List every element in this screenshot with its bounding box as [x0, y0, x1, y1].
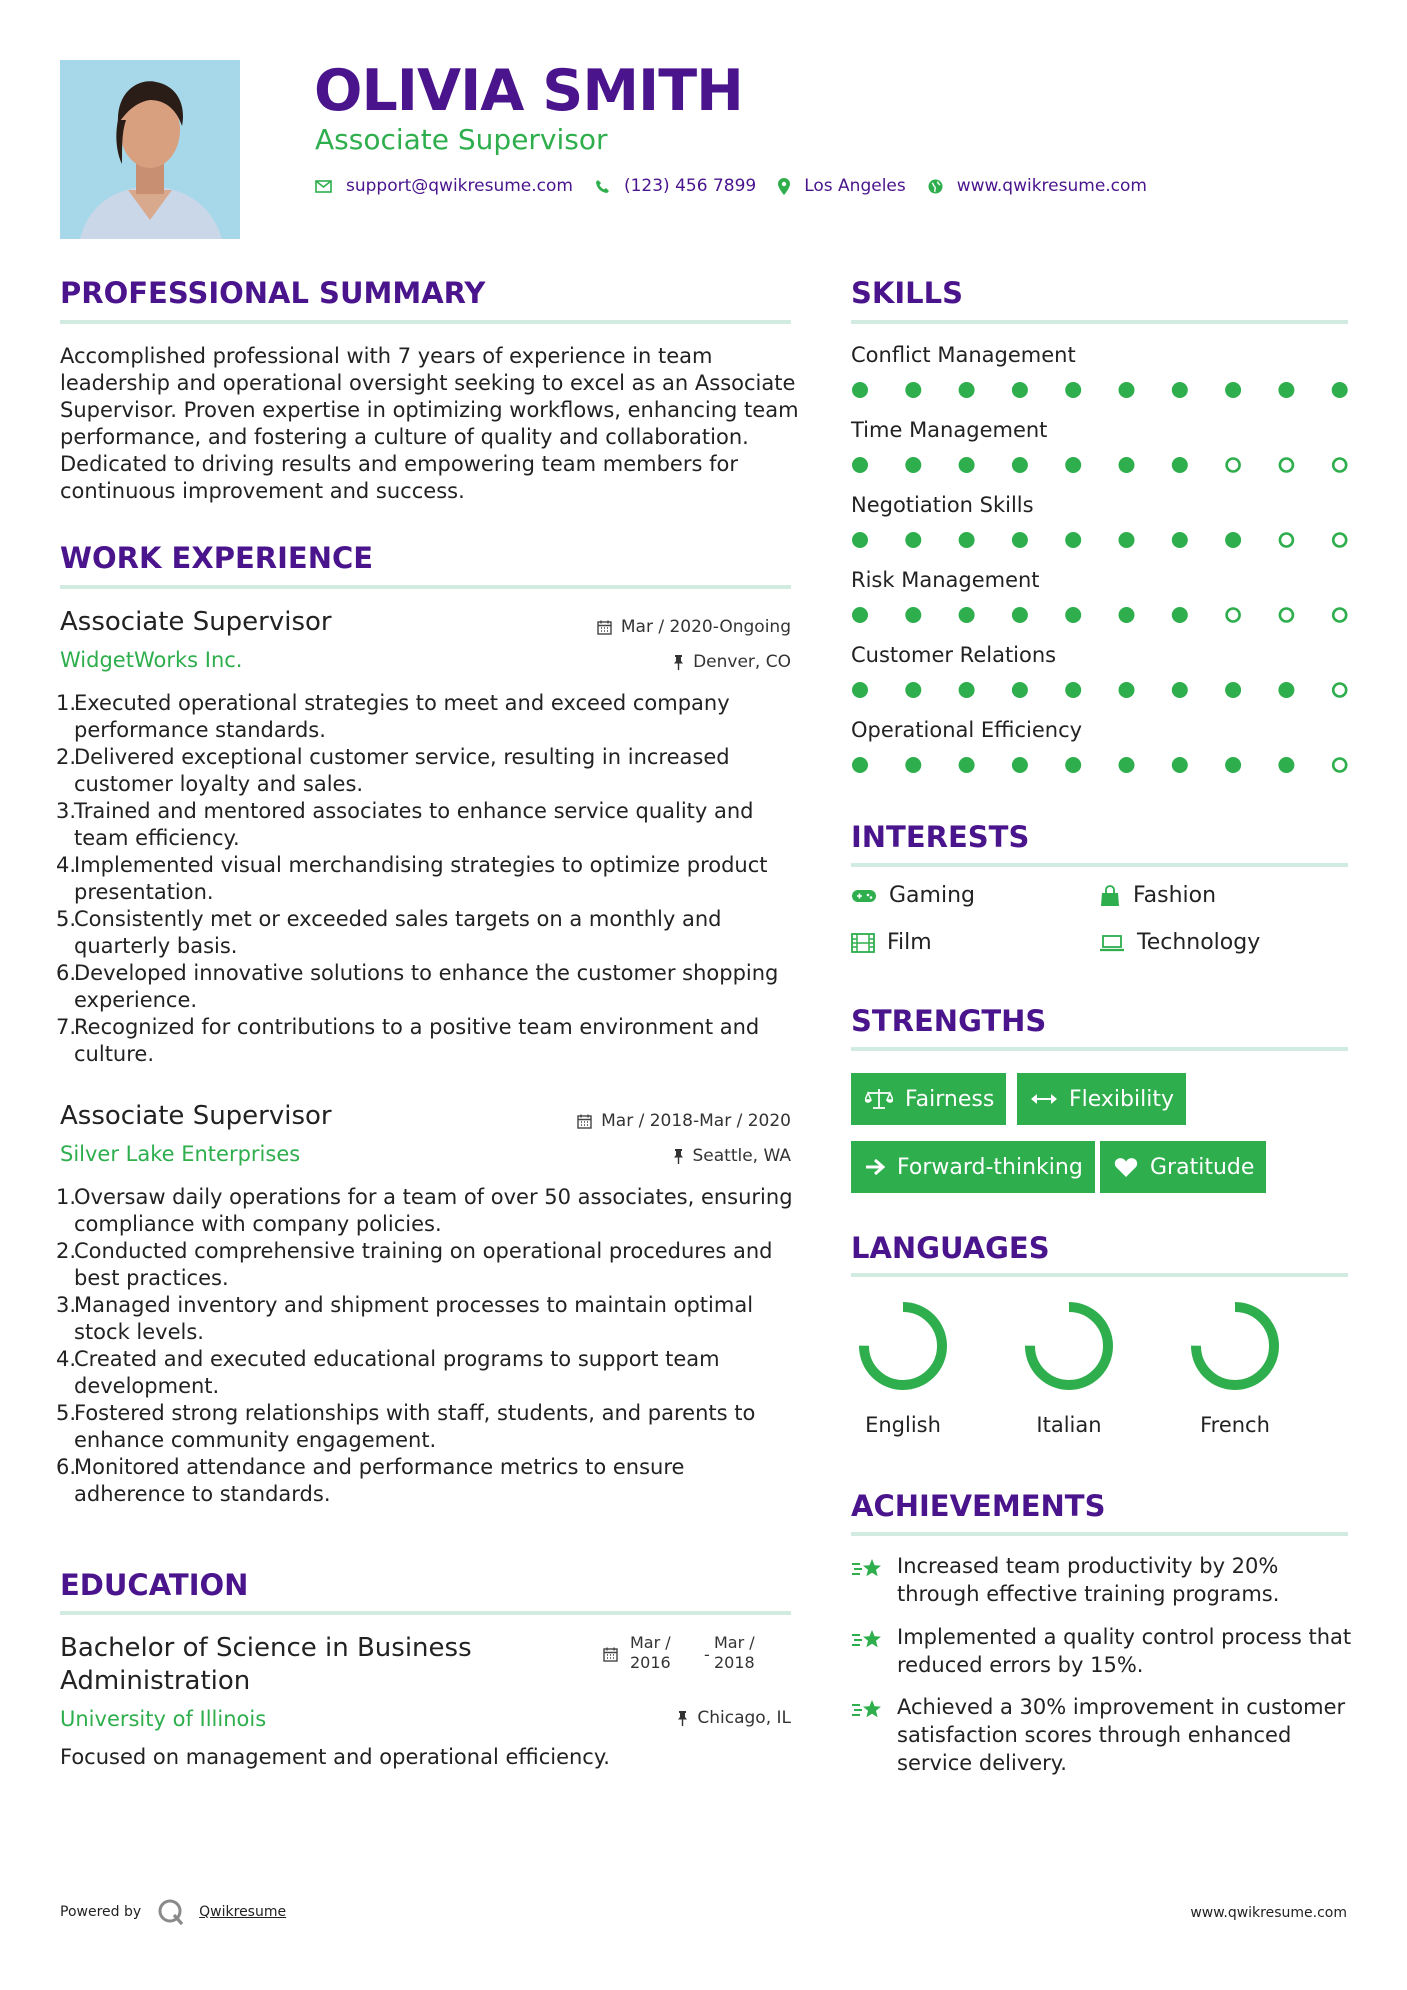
skill-rating	[851, 529, 1351, 551]
skill-dot-empty	[1280, 534, 1293, 547]
phone-icon	[595, 179, 610, 194]
job-date	[577, 1110, 791, 1132]
item-text: Fostered strong relationships with staff, students, and parents to	[74, 1401, 756, 1425]
skill-dot-filled	[852, 457, 868, 473]
film-icon	[851, 933, 875, 953]
job-title: Associate Supervisor	[60, 607, 332, 637]
skill-dot-filled	[1065, 457, 1081, 473]
item-text: enhance community engagement.	[74, 1428, 437, 1452]
phone-text: (123) 456 7899	[623, 176, 757, 196]
skill-name: Negotiation Skills	[851, 493, 1034, 517]
job-date-text: Mar / 2020-Ongoing	[620, 617, 791, 637]
language-arc	[1030, 1307, 1108, 1385]
language-arc	[1196, 1307, 1274, 1385]
item-text: quarterly basis.	[74, 934, 238, 958]
skill-dot-filled	[905, 682, 921, 698]
item-number: 5.	[56, 1401, 77, 1425]
skill-dot-filled	[1012, 757, 1028, 773]
date-month: Mar /	[714, 1633, 755, 1652]
achievement-text: service delivery.	[897, 1751, 1067, 1775]
footer-powered-by	[60, 1898, 286, 1926]
footer-website[interactable]: www.qwikresume.com	[1190, 1905, 1347, 1921]
skill-dot-filled	[852, 757, 868, 773]
school-name: University of Illinois	[60, 1707, 267, 1731]
job-location-text: Seattle, WA	[692, 1146, 791, 1166]
degree-line: Bachelor of Science in Business	[60, 1633, 472, 1663]
job-location	[673, 651, 791, 673]
shooting-star-icon	[851, 1627, 883, 1653]
skill-name: Customer Relations	[851, 643, 1057, 667]
skill-dot-filled	[852, 682, 868, 698]
strength-label: Forward-thinking	[897, 1154, 1083, 1180]
language-level-arc	[855, 1298, 951, 1394]
laptop-icon	[1099, 934, 1125, 952]
calendar-icon	[597, 620, 612, 635]
shooting-star-icon	[851, 1556, 883, 1582]
skill-dot-empty	[1280, 459, 1293, 472]
interest-item-film	[851, 929, 932, 957]
skill-dot-filled	[1278, 682, 1294, 698]
skill-rating	[851, 454, 1351, 476]
job-date-text: Mar / 2018-Mar / 2020	[601, 1111, 791, 1131]
skill-dot-filled	[1225, 532, 1241, 548]
date-year: 2016	[630, 1653, 671, 1672]
achievement-text: satisfaction scores through enhanced	[897, 1723, 1292, 1747]
skill-dot-filled	[1225, 757, 1241, 773]
skill-dot-filled	[1119, 757, 1135, 773]
item-text: adherence to standards.	[74, 1482, 331, 1506]
skill-dot-filled	[852, 532, 868, 548]
item-text: best practices.	[74, 1266, 229, 1290]
skill-dot-filled	[1012, 682, 1028, 698]
education-location-text: Chicago, IL	[697, 1708, 791, 1728]
skill-dot-filled	[1065, 682, 1081, 698]
item-number: 6.	[56, 961, 77, 985]
skill-rating	[851, 754, 1351, 776]
item-number: 3.	[56, 799, 77, 823]
skill-dot-filled	[959, 757, 975, 773]
language-name: English	[865, 1413, 941, 1437]
strength-label: Fairness	[905, 1086, 995, 1112]
achievement-item	[851, 1693, 1345, 1777]
pushpin-icon	[673, 655, 684, 670]
skill-dot-filled	[1172, 532, 1188, 548]
item-text: development.	[74, 1374, 220, 1398]
degree-title	[60, 1632, 472, 1698]
skill-dot-empty	[1333, 459, 1346, 472]
education-location	[677, 1707, 791, 1729]
achievement-text: Implemented a quality control process that	[897, 1625, 1352, 1649]
interests-heading: INTERESTS	[851, 820, 1030, 854]
skill-dot-empty	[1333, 759, 1346, 772]
summary-line: performance, and fostering a culture of quality and collaboration.	[60, 425, 749, 449]
contact-website[interactable]	[928, 176, 1147, 196]
skill-name: Operational Efficiency	[851, 718, 1083, 742]
skill-dot-filled	[1119, 382, 1135, 398]
summary-line: Supervisor. Proven expertise in optimizing workflows, enhancing team	[60, 398, 799, 422]
skill-dot-filled	[1119, 607, 1135, 623]
summary-line: Accomplished professional with 7 years of experience in team	[60, 344, 713, 368]
skill-dot-filled	[1225, 382, 1241, 398]
skill-dot-empty	[1227, 459, 1240, 472]
job-title: Associate Supervisor	[60, 1101, 332, 1131]
job-bullets	[56, 1184, 796, 1508]
skill-name: Time Management	[851, 418, 1048, 442]
experience-heading: WORK EXPERIENCE	[60, 541, 374, 575]
skill-dot-filled	[959, 382, 975, 398]
item-text: Implemented visual merchandising strategies to optimize product	[74, 853, 768, 877]
skill-dot-filled	[1172, 457, 1188, 473]
calendar-icon	[603, 1647, 618, 1662]
summary-line: leadership and operational oversight seeking to excel as an Associate	[60, 371, 796, 395]
skill-dot-filled	[1278, 757, 1294, 773]
candidate-title: Associate Supervisor	[315, 123, 608, 156]
languages-heading: LANGUAGES	[851, 1231, 1050, 1265]
list-item	[56, 1238, 796, 1292]
envelope-icon	[315, 180, 332, 193]
skill-dot-filled	[1065, 382, 1081, 398]
interest-item-gaming	[851, 882, 975, 910]
contact-phone[interactable]	[595, 176, 756, 196]
summary-line: Dedicated to driving results and empowering team members for	[60, 452, 738, 476]
list-item	[56, 1292, 796, 1346]
gamepad-icon	[851, 888, 877, 904]
item-text: Monitored attendance and performance metrics to ensure	[74, 1455, 685, 1479]
summary-text	[60, 343, 799, 505]
skill-dot-filled	[1012, 607, 1028, 623]
list-item	[56, 906, 796, 960]
job-location-text: Denver, CO	[693, 652, 791, 672]
skill-dot-empty	[1333, 534, 1346, 547]
education-description: Focused on management and operational efficiency.	[60, 1745, 610, 1769]
profile-photo	[60, 60, 240, 239]
skill-dot-filled	[905, 757, 921, 773]
company-name: Silver Lake Enterprises	[60, 1142, 301, 1166]
item-number: 2.	[56, 1239, 77, 1263]
item-text: Consistently met or exceeded sales targets on a monthly and	[74, 907, 722, 931]
item-text: Executed operational strategies to meet and exceed company	[74, 691, 730, 715]
achievements-heading: ACHIEVEMENTS	[851, 1489, 1106, 1523]
list-item	[56, 960, 796, 1014]
list-item	[56, 1346, 796, 1400]
interest-label: Gaming	[889, 883, 975, 908]
summary-rule	[60, 320, 791, 324]
skill-dot-empty	[1280, 609, 1293, 622]
pushpin-icon	[677, 1711, 688, 1726]
skill-dot-filled	[1012, 532, 1028, 548]
interest-label: Fashion	[1133, 883, 1217, 908]
skill-dot-empty	[1227, 609, 1240, 622]
job-date	[597, 616, 791, 638]
globe-icon	[928, 179, 943, 194]
email-text: support@qwikresume.com	[346, 176, 573, 196]
skill-dot-filled	[1225, 682, 1241, 698]
interest-item-fashion	[1099, 882, 1216, 910]
list-item	[56, 1014, 796, 1068]
skill-dot-filled	[1332, 382, 1348, 398]
list-item	[56, 1184, 796, 1238]
item-text: stock levels.	[74, 1320, 204, 1344]
achievement-text: reduced errors by 15%.	[897, 1653, 1144, 1677]
education-rule	[60, 1611, 791, 1615]
interest-label: Technology	[1137, 930, 1261, 955]
achievement-text: Increased team productivity by 20%	[897, 1554, 1279, 1578]
pushpin-icon	[673, 1149, 684, 1164]
language-arc	[864, 1307, 942, 1385]
item-number: 1.	[56, 691, 77, 715]
qwikresume-logo-icon	[157, 1898, 185, 1926]
skill-dot-filled	[1119, 532, 1135, 548]
skill-dot-filled	[1172, 757, 1188, 773]
skills-heading: SKILLS	[851, 276, 963, 310]
item-number: 4.	[56, 853, 77, 877]
shooting-star-icon	[851, 1697, 883, 1723]
summary-heading: PROFESSIONAL SUMMARY	[60, 276, 486, 310]
skill-dot-filled	[905, 382, 921, 398]
date-month: Mar /	[630, 1633, 671, 1652]
skill-dot-filled	[959, 457, 975, 473]
degree-line: Administration	[60, 1666, 251, 1696]
skill-dot-empty	[1333, 609, 1346, 622]
item-text: Recognized for contributions to a positive team environment and	[74, 1015, 760, 1039]
company-name: WidgetWorks Inc.	[60, 648, 243, 672]
item-text: presentation.	[74, 880, 214, 904]
skill-rating	[851, 679, 1351, 701]
achievement-text: Achieved a 30% improvement in customer	[897, 1695, 1346, 1719]
arrow-right-icon	[865, 1158, 885, 1176]
item-number: 6.	[56, 1455, 77, 1479]
list-item	[56, 1454, 796, 1508]
item-text: Managed inventory and shipment processes to maintain optimal	[74, 1293, 754, 1317]
item-text: Delivered exceptional customer service, resulting in increased	[74, 745, 730, 769]
skill-name: Conflict Management	[851, 343, 1076, 367]
item-text: Trained and mentored associates to enhance service quality and	[74, 799, 754, 823]
item-number: 2.	[56, 745, 77, 769]
skill-dot-filled	[1278, 382, 1294, 398]
strengths-rule	[851, 1047, 1348, 1051]
languages-rule	[851, 1273, 1348, 1277]
skill-dot-filled	[1119, 457, 1135, 473]
strength-tag-gratitude	[1100, 1141, 1266, 1193]
arrows-horizontal-icon	[1031, 1092, 1057, 1106]
achievement-item	[851, 1552, 1279, 1608]
job-location	[673, 1145, 792, 1167]
strength-tag-fairness	[851, 1073, 1006, 1125]
skill-dot-filled	[905, 457, 921, 473]
website-text: www.qwikresume.com	[956, 176, 1147, 196]
item-text: Oversaw daily operations for a team of over 50 associates, ensuring	[74, 1185, 793, 1209]
item-text: performance standards.	[74, 718, 326, 742]
experience-rule	[60, 585, 791, 589]
skill-rating	[851, 379, 1351, 401]
interest-label: Film	[887, 930, 932, 955]
skills-rule	[851, 320, 1348, 324]
strength-label: Flexibility	[1069, 1086, 1174, 1112]
strength-tag-forward-thinking	[851, 1141, 1095, 1193]
skill-dot-filled	[959, 607, 975, 623]
strength-tag-flexibility	[1017, 1073, 1186, 1125]
interests-rule	[851, 863, 1348, 867]
skill-dot-filled	[852, 607, 868, 623]
item-text: team efficiency.	[74, 826, 240, 850]
item-number: 5.	[56, 907, 77, 931]
list-item	[56, 690, 796, 744]
list-item	[56, 852, 796, 906]
item-text: customer loyalty and sales.	[74, 772, 364, 796]
item-text: experience.	[74, 988, 198, 1012]
language-name: Italian	[1036, 1413, 1102, 1437]
heart-icon	[1114, 1157, 1138, 1178]
skill-dot-filled	[905, 532, 921, 548]
item-text: compliance with company policies.	[74, 1212, 442, 1236]
contact-email[interactable]	[315, 176, 573, 196]
skill-rating	[851, 604, 1351, 626]
item-number: 4.	[56, 1347, 77, 1371]
skill-dot-filled	[1065, 532, 1081, 548]
map-marker-icon	[778, 178, 790, 195]
education-end-date	[714, 1633, 755, 1673]
achievements-rule	[851, 1532, 1348, 1536]
job-bullets	[56, 690, 796, 1068]
item-text: Created and executed educational programs to support team	[74, 1347, 720, 1371]
brand-link[interactable]: Qwikresume	[199, 1904, 287, 1920]
strength-label: Gratitude	[1150, 1154, 1255, 1180]
interest-item-technology	[1099, 929, 1260, 957]
skill-dot-filled	[1172, 382, 1188, 398]
item-number: 3.	[56, 1293, 77, 1317]
location-text: Los Angeles	[804, 176, 906, 196]
item-text: Developed innovative solutions to enhance the customer shopping	[74, 961, 779, 985]
shopping-bag-icon	[1099, 885, 1121, 907]
education-heading: EDUCATION	[60, 1568, 249, 1602]
list-item	[56, 744, 796, 798]
skill-dot-filled	[852, 382, 868, 398]
summary-line: continuous improvement and success.	[60, 479, 465, 503]
list-item	[56, 798, 796, 852]
skill-dot-empty	[1333, 684, 1346, 697]
item-text: culture.	[74, 1042, 155, 1066]
strengths-heading: STRENGTHS	[851, 1004, 1047, 1038]
language-name: French	[1200, 1413, 1270, 1437]
skill-dot-filled	[959, 532, 975, 548]
skill-dot-filled	[959, 682, 975, 698]
date-year: 2018	[714, 1653, 755, 1672]
skill-dot-filled	[905, 607, 921, 623]
skill-dot-filled	[1172, 607, 1188, 623]
education-date-dash: -	[704, 1645, 710, 1664]
achievement-text: through effective training programs.	[897, 1582, 1280, 1606]
language-level-arc	[1187, 1298, 1283, 1394]
list-item	[56, 1400, 796, 1454]
skill-name: Risk Management	[851, 568, 1040, 592]
education-start-date	[630, 1633, 671, 1673]
item-number: 1.	[56, 1185, 77, 1209]
item-text: Conducted comprehensive training on operational procedures and	[74, 1239, 773, 1263]
contact-bar	[315, 176, 1169, 196]
calendar-icon	[577, 1114, 592, 1129]
powered-by-text: Powered by	[60, 1904, 142, 1920]
candidate-name: OLIVIA SMITH	[314, 58, 743, 124]
language-level-arc	[1021, 1298, 1117, 1394]
balance-scale-icon	[865, 1088, 893, 1110]
skill-dot-filled	[1012, 382, 1028, 398]
item-number: 7.	[56, 1015, 77, 1039]
skill-dot-filled	[1119, 682, 1135, 698]
achievement-item	[851, 1623, 1351, 1679]
contact-location	[778, 176, 906, 196]
skill-dot-filled	[1172, 682, 1188, 698]
skill-dot-filled	[1065, 607, 1081, 623]
skill-dot-filled	[1065, 757, 1081, 773]
skill-dot-filled	[1012, 457, 1028, 473]
